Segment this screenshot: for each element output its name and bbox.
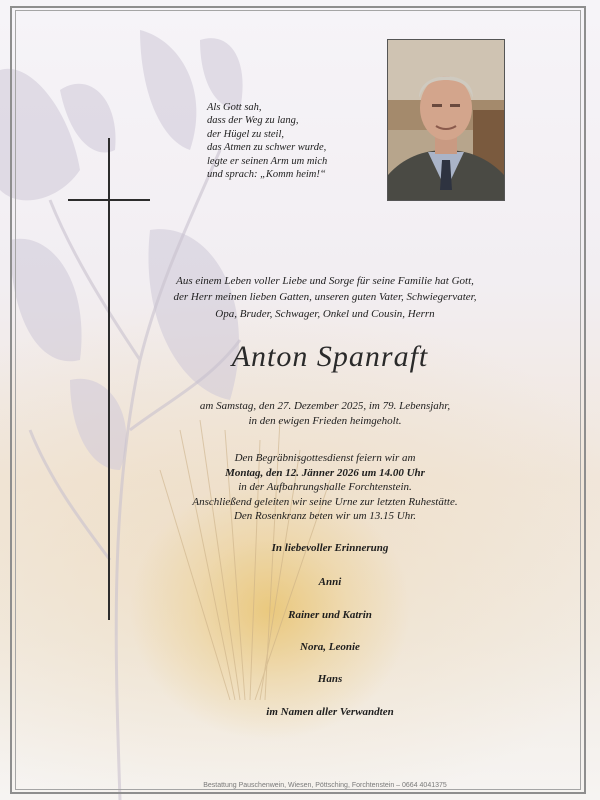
funeral-line: Anschließend geleiten wir seine Urne zur letzten Ruhestätte. (192, 495, 458, 508)
poem (207, 101, 327, 181)
intro-text (150, 273, 500, 322)
mourner-name: Nora, Leonie (300, 641, 360, 653)
portrait-photo (387, 39, 505, 201)
funeral-home-footer: Bestattung Pauschenwein, Wiesen, Pöttsching, Forchtenstein – 0664 4041375 (203, 782, 447, 789)
funeral-date: Montag, den 12. Jänner 2026 um 14.00 Uhr (225, 466, 425, 479)
mourner-name: Hans (317, 673, 343, 685)
cross-bar (68, 199, 150, 201)
mourner-name: Rainer und Katrin (288, 609, 372, 621)
death-line: am Samstag, den 27. Dezember 2025, im 79. Lebensjahr, (199, 400, 451, 412)
mourners-closing: im Namen aller Verwandten (266, 706, 394, 718)
funeral-line: Den Begräbnisgottesdienst feiern wir am (234, 452, 416, 464)
death-notice (150, 399, 500, 428)
funeral-location: in der Aufbahrungshalle Forchtenstein. (238, 481, 412, 494)
poem-line: der Hügel zu steil, (207, 128, 284, 140)
mourners-heading: In liebevoller Erinnerung (271, 542, 389, 554)
mourner-name: Anni (318, 576, 342, 588)
intro-line: Aus einem Leben voller Liebe und Sorge für seine Familie hat Gott, (176, 275, 474, 287)
poem-line: legte er seinen Arm um mich (207, 155, 328, 167)
intro-line: Opa, Bruder, Schwager, Onkel und Cousin, Herrn (215, 307, 435, 320)
death-line: in den ewigen Frieden heimgeholt. (248, 414, 402, 427)
deceased-name: Anton Spanraft (231, 340, 429, 373)
funeral-details (150, 451, 500, 524)
poem-line: und sprach: „Komm heim!“ (207, 169, 326, 181)
poem-line: das Atmen zu schwer wurde, (207, 142, 327, 154)
poem-line: Als Gott sah, (207, 102, 262, 113)
cross-icon (108, 138, 110, 620)
poem-line: dass der Weg zu lang, (207, 115, 299, 127)
rosary-time: Den Rosenkranz beten wir um 13.15 Uhr. (233, 510, 417, 523)
intro-line: der Herr meinen lieben Gatten, unseren guten Vater, Schwiegervater, (173, 291, 477, 304)
